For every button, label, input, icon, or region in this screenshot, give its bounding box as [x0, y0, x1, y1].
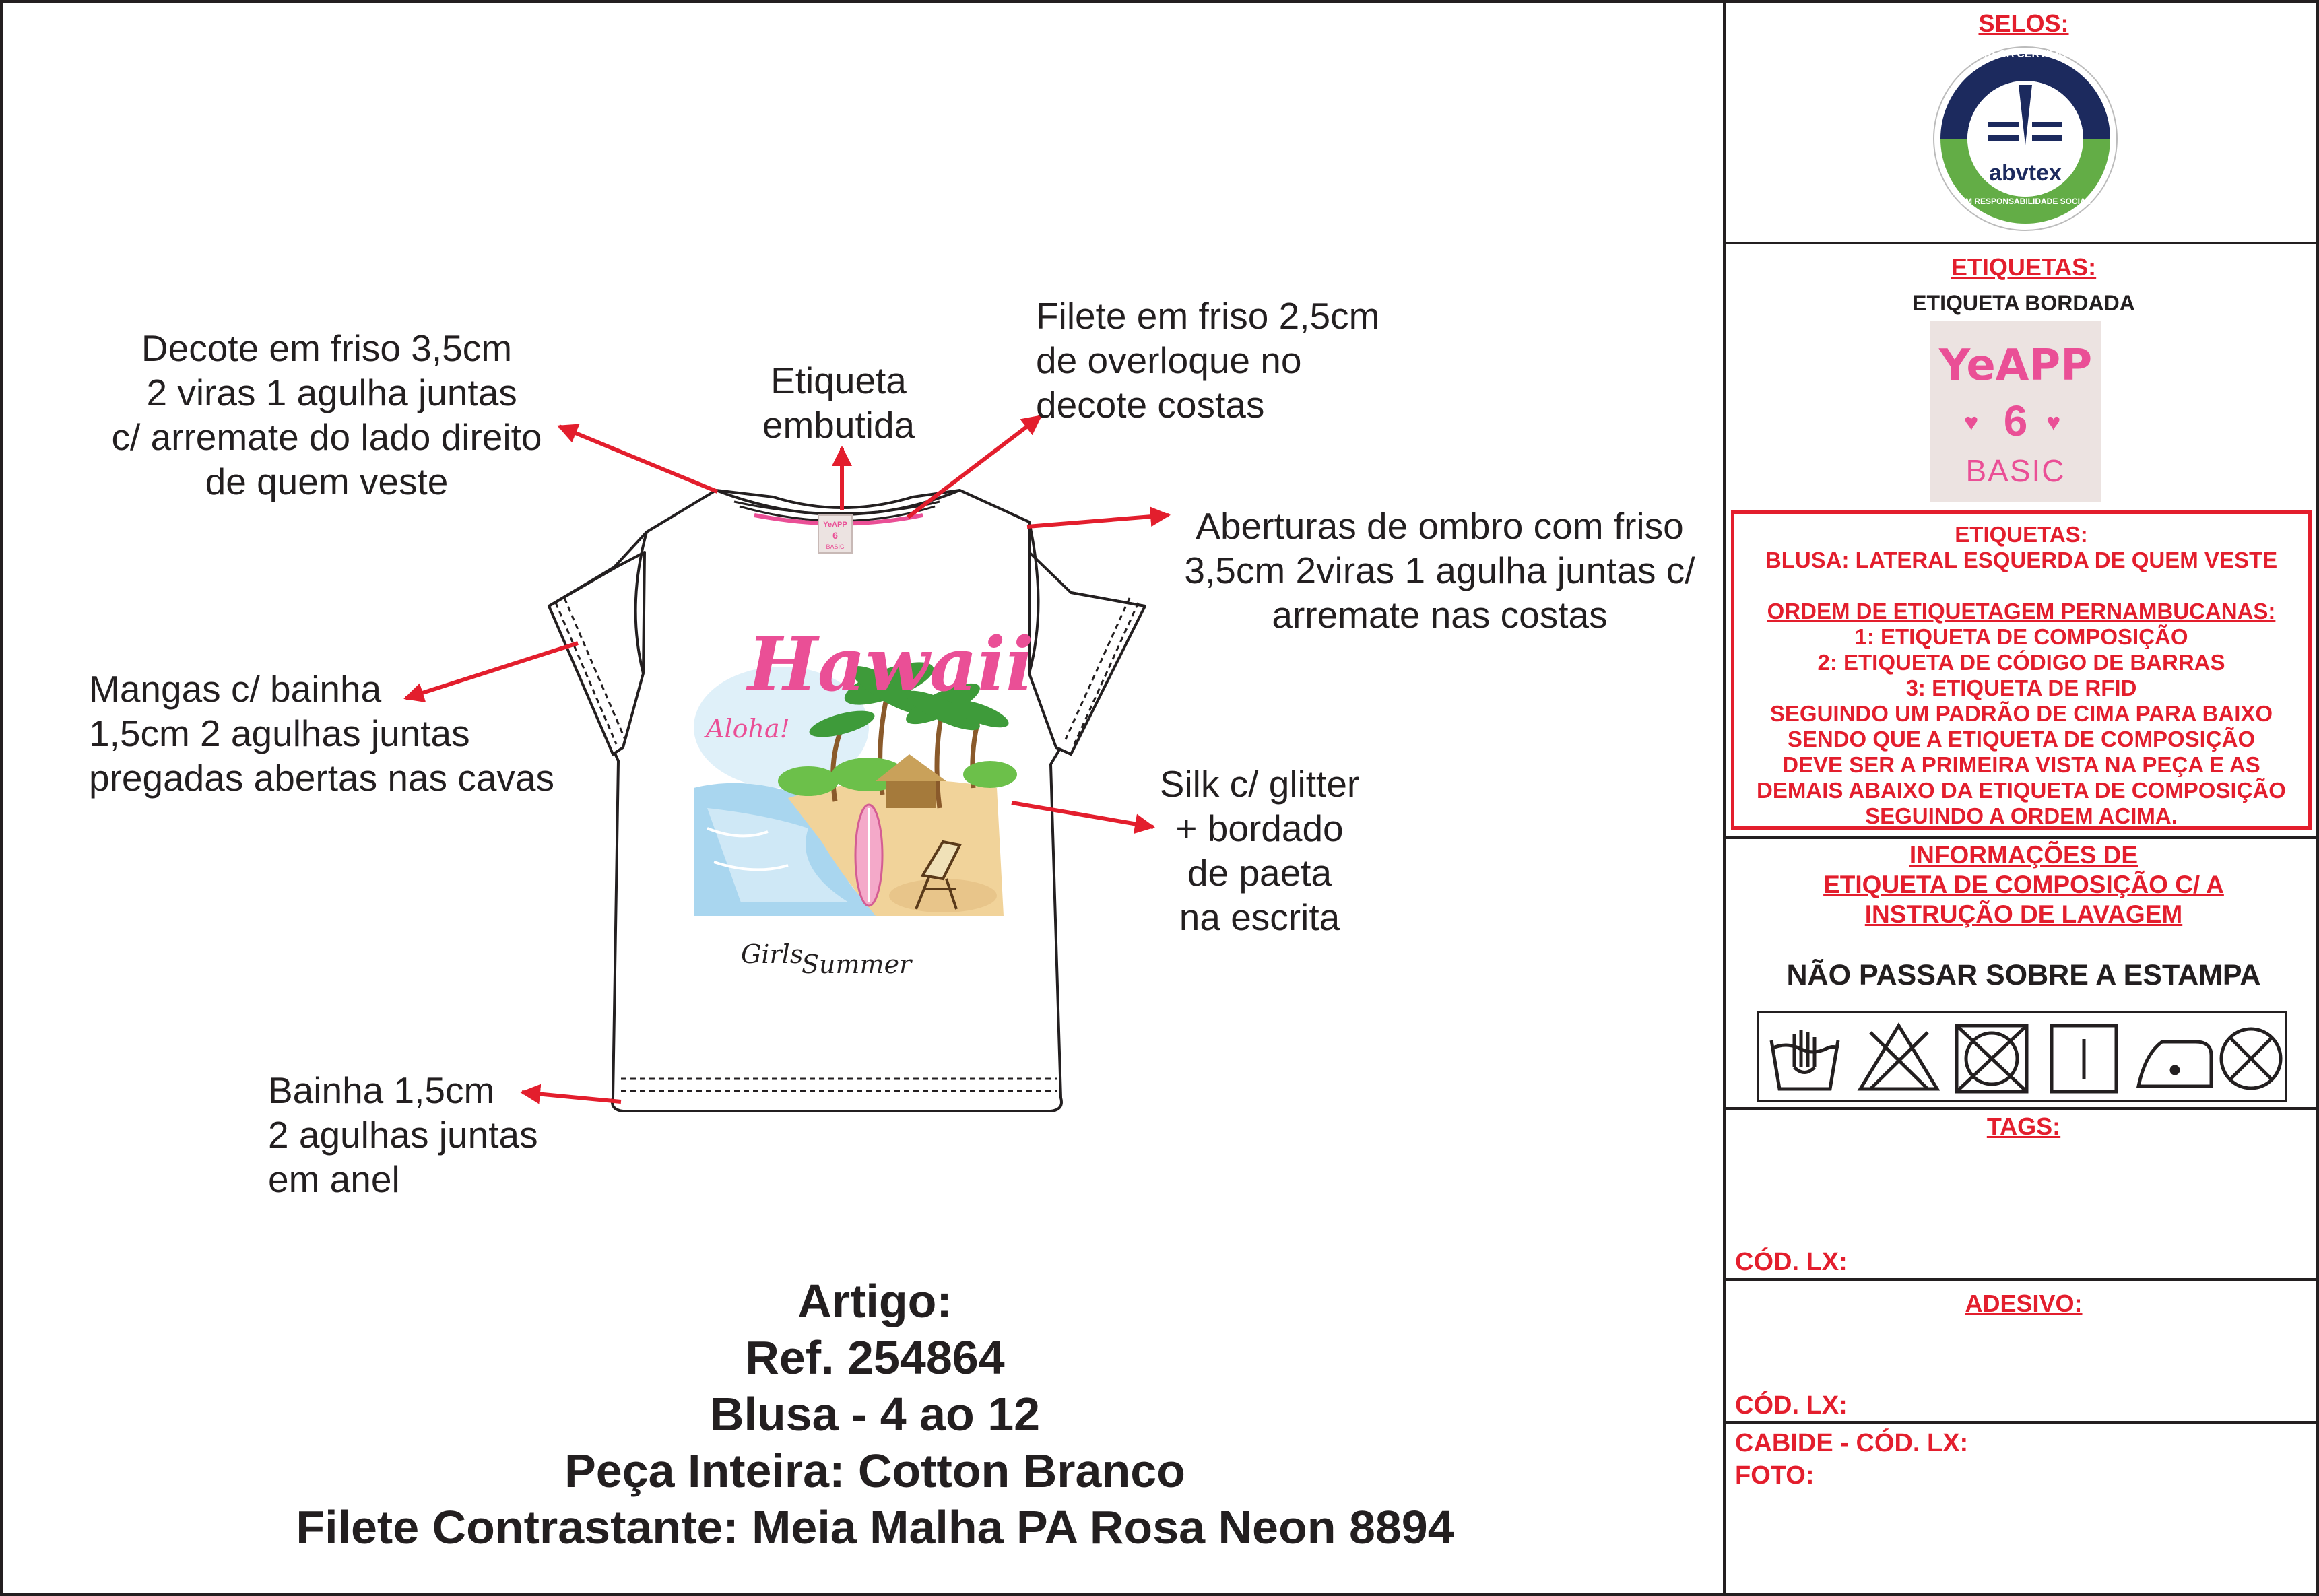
print-title: Hawaii [748, 621, 1034, 708]
etiquetas-header: ETIQUETAS: [1951, 253, 2097, 281]
info-header-line2: ETIQUETA DE COMPOSIÇÃO C/ A [1823, 871, 2224, 898]
embroidered-label [1930, 321, 2101, 502]
tags-header: TAGS: [1986, 1112, 2061, 1140]
iron-low-icon [2138, 1042, 2211, 1086]
instruction-line: 2: ETIQUETA DE CÓDIGO DE BARRAS [1817, 650, 2225, 675]
note-etiqueta-embutida: Etiqueta embutida [762, 360, 915, 446]
nao-passar-text: NÃO PASSAR SOBRE A ESTAMPA [1786, 959, 2261, 991]
instruction-line: 1: ETIQUETA DE COMPOSIÇÃO [1854, 624, 2188, 649]
info-header-line3: INSTRUÇÃO DE LAVAGEM [1864, 900, 2183, 928]
divider-adesivo [1726, 1278, 2319, 1281]
heart-icon: ♥ [1964, 408, 1979, 436]
article-contrast: Filete Contrastante: Meia Malha PA Rosa Neon 8894 [296, 1501, 1454, 1554]
labeling-instructions [1731, 510, 2312, 830]
note-bainha: Bainha 1,5cm 2 agulhas juntas em anel [268, 1069, 538, 1200]
neck-label-size: 6 [832, 530, 838, 541]
info-header-line1: INFORMAÇÕES DE [1909, 841, 2138, 869]
adesivo-cod-lx: CÓD. LX: [1735, 1391, 1848, 1420]
instruction-line: DEMAIS ABAIXO DA ETIQUETA DE COMPOSIÇÃO [1757, 778, 2286, 803]
instruction-line: SENDO QUE A ETIQUETA DE COMPOSIÇÃO [1787, 727, 2256, 752]
seal-brand: abvtex [1989, 160, 2062, 186]
divider-etiquetas [1726, 242, 2319, 244]
label-size: 6 [2003, 397, 2028, 445]
instruction-line: 3: ETIQUETA DE RFID [1905, 675, 2137, 700]
heart-icon: ♥ [2046, 408, 2061, 436]
print-summer: Summer [802, 950, 912, 979]
do-not-dry-clean-icon [2221, 1029, 2281, 1088]
note-decote: Decote em friso 3,5cm 2 viras 1 agulha juntas c/ arremate do lado direito de quem veste [111, 327, 542, 502]
neck-label-brand: YeAPP [823, 521, 847, 529]
selos-header: SELOS: [1978, 9, 2069, 37]
instruction-line: SEGUINDO A ORDEM ACIMA. [1865, 803, 2178, 828]
adesivo-header: ADESIVO: [1965, 1290, 2083, 1317]
seal-top-text: EMPRESA CERTIFICADA [1961, 48, 2090, 60]
tags-cod-lx: CÓD. LX: [1735, 1248, 1848, 1276]
instruction-line [1734, 573, 2308, 599]
hand-wash-icon [1771, 1030, 1838, 1089]
divider-info [1726, 836, 2319, 839]
instruction-line: ORDEM DE ETIQUETAGEM PERNAMBUCANAS: [1767, 599, 2276, 624]
info-header [1726, 840, 2319, 929]
note-filete: Filete em friso 2,5cm de overloque no decote costas [1036, 295, 1380, 426]
article-label: Artigo: [797, 1275, 952, 1327]
divider-cabide [1726, 1421, 2319, 1424]
etiqueta-bordada-label: ETIQUETA BORDADA [1912, 291, 2135, 315]
seal-bottom-text: EM RESPONSABILIDADE SOCIAL [1959, 197, 2091, 206]
arrow-aberturas [1027, 515, 1169, 527]
instruction-line: ETIQUETAS: [1955, 522, 2088, 547]
neck-label-line: BASIC [826, 543, 845, 550]
care-symbols-row [1759, 1013, 2285, 1100]
print-girls: Girls [741, 939, 804, 969]
instruction-line: SEGUINDO UM PADRÃO DE CIMA PARA BAIXO [1769, 701, 2273, 726]
cabide-cod-lx: CABIDE - CÓD. LX: [1735, 1429, 1969, 1457]
article-fabric: Peça Inteira: Cotton Branco [564, 1444, 1185, 1497]
instruction-line: BLUSA: LATERAL ESQUERDA DE QUEM VESTE [1765, 547, 2278, 572]
care-symbols [1757, 1011, 2287, 1102]
foto-label: FOTO: [1735, 1461, 1815, 1490]
article-info [0, 1273, 1750, 1556]
print-aloha: Aloha! [706, 714, 790, 743]
note-mangas: Mangas c/ bainha 1,5cm 2 agulhas juntas pregadas abertas nas cavas [89, 668, 554, 799]
instruction-line: DEVE SER A PRIMEIRA VISTA NA PEÇA E AS [1782, 752, 2260, 777]
note-aberturas: Aberturas de ombro com friso 3,5cm 2viras 1 agulha juntas c/ arremate nas costas [1184, 505, 1695, 636]
label-brand: YeAPP [1938, 341, 2093, 391]
note-silk: Silk c/ glitter + bordado de paeta na escrita [1159, 763, 1360, 938]
label-line: BASIC [1965, 453, 2066, 488]
line-dry-icon [2052, 1026, 2116, 1092]
arrow-decote [559, 426, 717, 492]
do-not-tumble-dry-icon [1957, 1026, 2027, 1092]
article-ref: Ref. 254864 [745, 1331, 1005, 1384]
article-product: Blusa - 4 ao 12 [709, 1388, 1041, 1440]
divider-tags [1726, 1107, 2319, 1110]
do-not-bleach-icon [1860, 1026, 1937, 1089]
